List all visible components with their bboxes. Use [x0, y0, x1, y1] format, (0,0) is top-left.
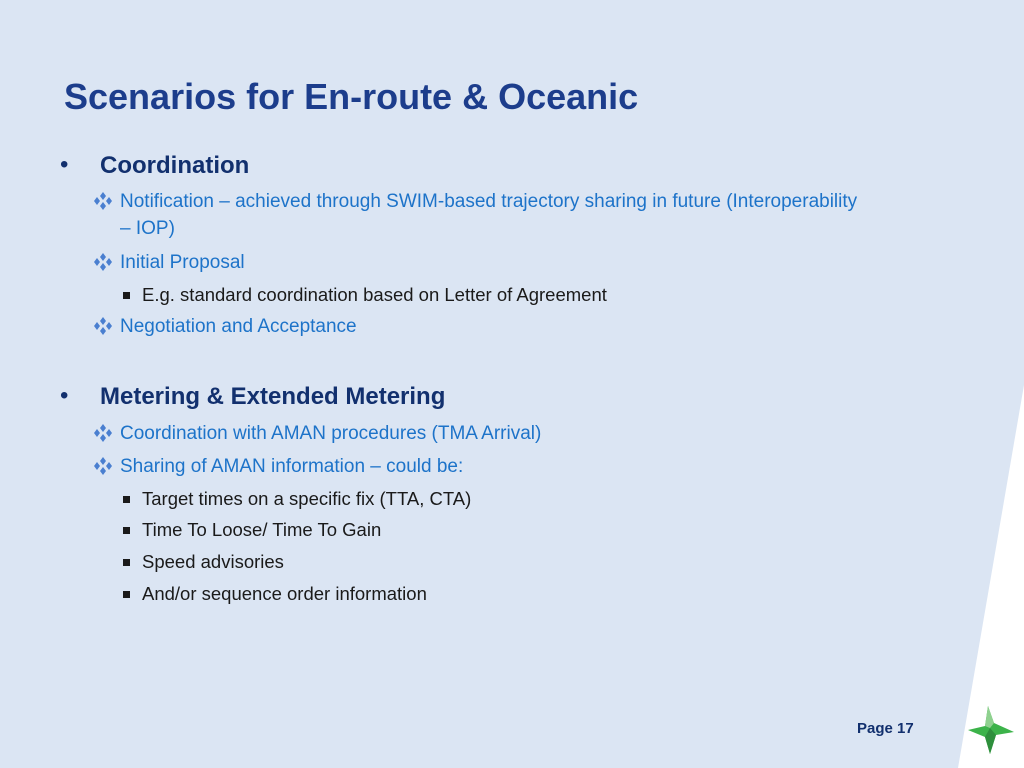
four-diamond-icon	[92, 191, 114, 211]
subbullet-text: Negotiation and Acceptance	[120, 316, 357, 337]
subsubbullet-text: Target times on a specific fix (TTA, CTA)	[142, 488, 472, 509]
page-number: Page 17	[857, 720, 914, 737]
square-bullet-icon	[123, 496, 130, 503]
heading-text: Metering & Extended Metering	[100, 383, 446, 410]
four-diamond-icon	[92, 423, 114, 443]
square-bullet-icon	[123, 559, 130, 566]
heading-text: Coordination	[100, 152, 250, 179]
round-bullet-icon: •	[60, 151, 69, 178]
subsubbullet-text: Speed advisories	[142, 551, 284, 572]
subsubbullet-text: E.g. standard coordination based on Letter of Agreement	[142, 284, 607, 305]
square-bullet-icon	[123, 527, 130, 534]
slide-title: Scenarios for En-route & Oceanic	[64, 76, 639, 117]
star-logo-icon	[966, 704, 1018, 756]
subbullet-text: Initial Proposal	[120, 252, 245, 273]
subsubbullet-text: And/or sequence order information	[142, 583, 427, 604]
square-bullet-icon	[123, 591, 130, 598]
subbullet-text: Coordination with AMAN procedures (TMA Arrival)	[120, 423, 542, 444]
four-diamond-icon	[92, 252, 114, 272]
square-bullet-icon	[123, 292, 130, 299]
subsubbullet-text: Time To Loose/ Time To Gain	[142, 519, 382, 540]
four-diamond-icon	[92, 316, 114, 336]
subbullet-text: Notification – achieved through SWIM-based trajectory sharing in future (Interoperability – IOP)	[120, 191, 858, 239]
subbullet-text: Sharing of AMAN information – could be:	[120, 456, 464, 477]
four-diamond-icon	[92, 456, 114, 476]
round-bullet-icon: •	[60, 382, 69, 409]
